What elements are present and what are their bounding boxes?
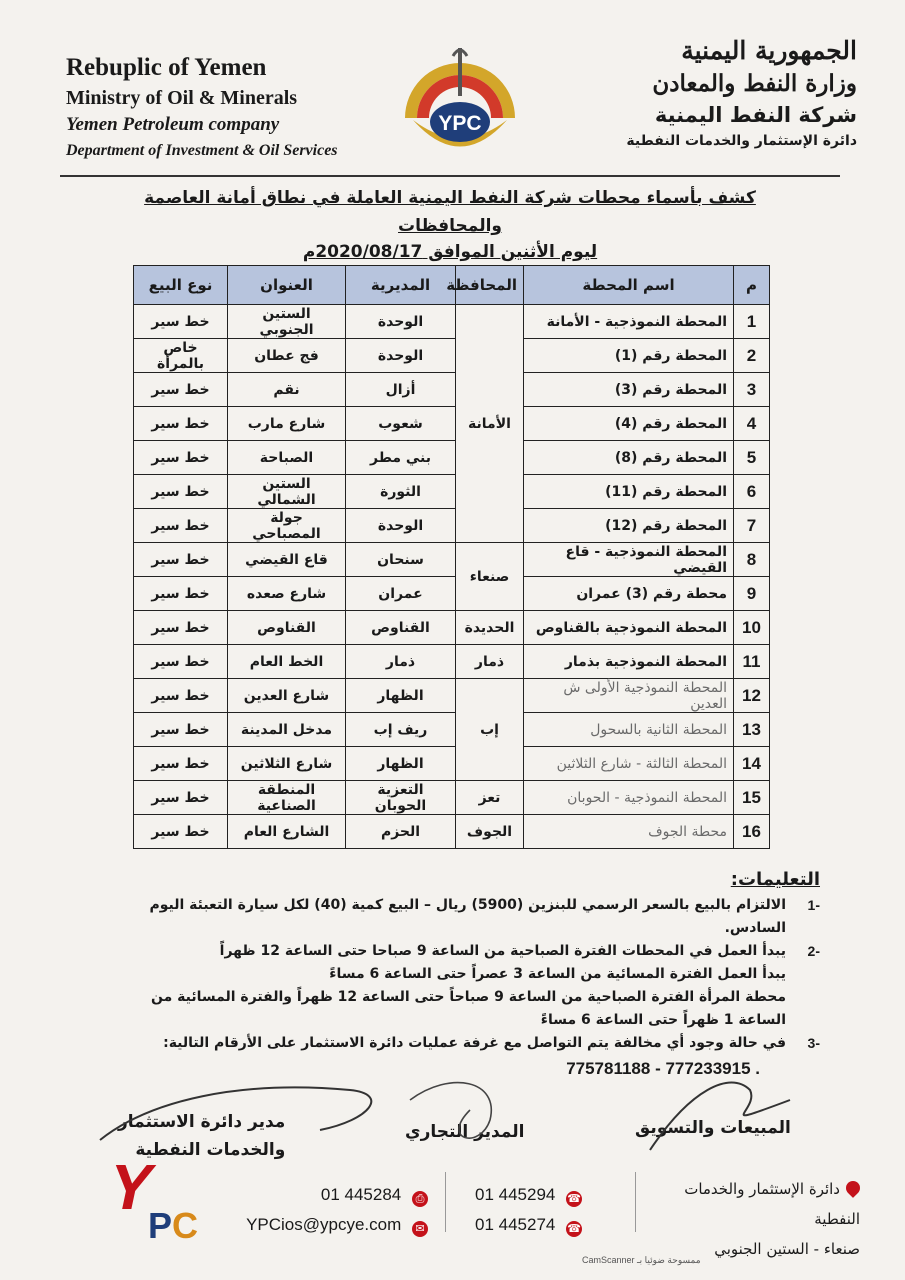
cell-sale-type: خط سير bbox=[134, 611, 228, 645]
address-line1 bbox=[650, 1174, 860, 1234]
cell-address: الصباحة bbox=[228, 441, 346, 475]
cell-district: الوحدة bbox=[346, 509, 456, 543]
location-pin-icon bbox=[843, 1178, 863, 1198]
cell-num: 6 bbox=[734, 475, 770, 509]
cell-sale-type: خط سير bbox=[134, 305, 228, 339]
cell-governorate: الحديدة bbox=[456, 611, 524, 645]
cell-num: 16 bbox=[734, 815, 770, 849]
cell-district: الظهار bbox=[346, 747, 456, 781]
table-row bbox=[134, 611, 770, 645]
cell-station: محطة رقم (3) عمران bbox=[524, 577, 734, 611]
instruction-number: 1- bbox=[807, 897, 820, 913]
cell-governorate: صنعاء bbox=[456, 543, 524, 611]
header-address: العنوان bbox=[228, 266, 346, 305]
fax-icon: ⎙ bbox=[412, 1191, 428, 1207]
cell-address: قاع القيضي bbox=[228, 543, 346, 577]
cell-address: شارع العدين bbox=[228, 679, 346, 713]
cell-district: الوحدة bbox=[346, 305, 456, 339]
cell-station: المحطة الثانية بالسحول bbox=[524, 713, 734, 747]
header-en-line2: Ministry of Oil & Minerals bbox=[66, 87, 298, 109]
cell-station: محطة الجوف bbox=[524, 815, 734, 849]
header-ar-line2: وزارة النفط والمعادن bbox=[652, 70, 857, 97]
footer-fax-email bbox=[238, 1180, 428, 1240]
table-row bbox=[134, 543, 770, 577]
cell-district: الحزم bbox=[346, 815, 456, 849]
cell-address: الشارع العام bbox=[228, 815, 346, 849]
cell-address: شارع صعده bbox=[228, 577, 346, 611]
cell-district: أزال bbox=[346, 373, 456, 407]
cell-sale-type: خط سير bbox=[134, 475, 228, 509]
header-arabic bbox=[597, 34, 857, 152]
cell-sale-type: خط سير bbox=[134, 781, 228, 815]
table-row bbox=[134, 645, 770, 679]
table-row bbox=[134, 747, 770, 781]
header-num: م bbox=[734, 266, 770, 305]
header-governorate: المحافظة bbox=[456, 266, 524, 305]
logo-c: C bbox=[172, 1205, 199, 1246]
cell-num: 10 bbox=[734, 611, 770, 645]
cell-sale-type: خط سير bbox=[134, 577, 228, 611]
address-line2: صنعاء - الستين الجنوبي bbox=[714, 1240, 860, 1258]
cell-address: المنطقة الصناعية bbox=[228, 781, 346, 815]
email-icon: ✉ bbox=[412, 1221, 428, 1237]
cell-address: الخط العام bbox=[228, 645, 346, 679]
cell-address: فج عطان bbox=[228, 339, 346, 373]
signature-title: المدير التجاري bbox=[405, 1122, 525, 1142]
cell-district: الظهار bbox=[346, 679, 456, 713]
instruction-text: الالتزام بالبيع بالسعر الرسمي للبنزين (5900) ريال – البيع كمية (40) لكل سيارة التعبئة اليوم السادس. bbox=[149, 897, 786, 936]
instructions-heading: التعليمات: bbox=[730, 869, 820, 890]
header-english bbox=[66, 52, 366, 164]
stations-table-wrapper bbox=[133, 265, 769, 849]
instruction-subline: يبدأ العمل الفترة المسائية من الساعة 3 عصراً حتى الساعة 6 مساءً bbox=[329, 966, 786, 982]
cell-address: شارع الثلاثين bbox=[228, 747, 346, 781]
header-station: اسم المحطة bbox=[524, 266, 734, 305]
cell-governorate: ذمار bbox=[456, 645, 524, 679]
cell-district: القناوص bbox=[346, 611, 456, 645]
instruction-text: يبدأ العمل في المحطات الفترة الصباحية من الساعة 9 صباحا حتى الساعة 12 ظهراً bbox=[219, 943, 786, 959]
header-sale-type: نوع البيع bbox=[134, 266, 228, 305]
cell-num: 9 bbox=[734, 577, 770, 611]
cell-sale-type: خط سير bbox=[134, 815, 228, 849]
phone-icon: ☎ bbox=[567, 1223, 581, 1235]
cell-num: 12 bbox=[734, 679, 770, 713]
table-row bbox=[134, 781, 770, 815]
cell-governorate: الأمانة bbox=[456, 305, 524, 543]
table-row bbox=[134, 407, 770, 441]
cell-sale-type: خط سير bbox=[134, 441, 228, 475]
instructions-section bbox=[100, 866, 820, 1083]
header-ar-line4: دائرة الإستثمار والخدمات النفطية bbox=[626, 133, 857, 149]
table-row bbox=[134, 475, 770, 509]
cell-station: المحطة رقم (11) bbox=[524, 475, 734, 509]
instruction-item bbox=[100, 1032, 820, 1055]
signature-title-line2: والخدمات النفطية bbox=[135, 1140, 286, 1160]
cell-district: سنحان bbox=[346, 543, 456, 577]
cell-sale-type: خط سير bbox=[134, 373, 228, 407]
cell-sale-type: خط سير bbox=[134, 509, 228, 543]
cell-district: ذمار bbox=[346, 645, 456, 679]
cell-station: المحطة النموذجية الأولى ش العدين bbox=[524, 679, 734, 713]
cell-sale-type: خاص بالمرأة bbox=[134, 339, 228, 373]
instruction-number: 2- bbox=[807, 943, 820, 959]
footer-phone bbox=[475, 1180, 635, 1210]
cell-station: المحطة النموذجية - الحوبان bbox=[524, 781, 734, 815]
cell-district: الثورة bbox=[346, 475, 456, 509]
document-title bbox=[120, 184, 780, 264]
footer-phones bbox=[475, 1180, 635, 1240]
footer-divider bbox=[635, 1172, 636, 1232]
cell-district: التعزية الحوبان bbox=[346, 781, 456, 815]
cell-governorate: الجوف bbox=[456, 815, 524, 849]
cell-num: 13 bbox=[734, 713, 770, 747]
cell-sale-type: خط سير bbox=[134, 407, 228, 441]
cell-num: 2 bbox=[734, 339, 770, 373]
title-line2: ليوم الأثنين الموافق 2020/08/17م bbox=[302, 242, 598, 262]
cell-address: الستين الجنوبي bbox=[228, 305, 346, 339]
cell-address: الستين الشمالي bbox=[228, 475, 346, 509]
signature-title: المبيعات والتسويق bbox=[635, 1118, 791, 1138]
header-ar-line1: الجمهورية اليمنية bbox=[681, 36, 857, 65]
cell-sale-type: خط سير bbox=[134, 747, 228, 781]
cell-station: المحطة النموذجية بالقناوص bbox=[524, 611, 734, 645]
handwritten-signatures bbox=[90, 1060, 810, 1170]
cell-station: المحطة النموذجية - قاع القيضي bbox=[524, 543, 734, 577]
scanner-watermark: CamScanner ممسوحة ضوئيا بـ bbox=[582, 1255, 701, 1265]
cell-district: ريف إب bbox=[346, 713, 456, 747]
cell-station: المحطة النموذجية - الأمانة bbox=[524, 305, 734, 339]
table-row bbox=[134, 577, 770, 611]
header-en-line3: Yemen Petroleum company bbox=[66, 114, 280, 135]
cell-station: المحطة رقم (3) bbox=[524, 373, 734, 407]
logo-y: Y bbox=[102, 1151, 161, 1223]
email-address[interactable]: YPCios@ypcye.com bbox=[246, 1215, 402, 1234]
footer-email[interactable] bbox=[238, 1210, 428, 1240]
cell-station: المحطة الثالثة - شارع الثلاثين bbox=[524, 747, 734, 781]
cell-address: جولة المصباحي bbox=[228, 509, 346, 543]
fax-number: 01 445284 bbox=[320, 1185, 402, 1204]
header-en-line1: Rebuplic of Yemen bbox=[66, 54, 267, 81]
table-row bbox=[134, 509, 770, 543]
cell-num: 8 bbox=[734, 543, 770, 577]
cell-sale-type: خط سير bbox=[134, 679, 228, 713]
footer-fax bbox=[238, 1180, 428, 1210]
footer-divider bbox=[445, 1172, 446, 1232]
phone-icon: ☎ bbox=[567, 1193, 581, 1205]
signature-title-line1: مدير دائرة الاستثمار bbox=[118, 1112, 286, 1132]
cell-station: المحطة النموذجية بذمار bbox=[524, 645, 734, 679]
cell-station: المحطة رقم (8) bbox=[524, 441, 734, 475]
stations-table bbox=[133, 265, 770, 849]
ypc-logo bbox=[385, 38, 535, 168]
table-row bbox=[134, 339, 770, 373]
cell-address: شارع مارب bbox=[228, 407, 346, 441]
cell-sale-type: خط سير bbox=[134, 645, 228, 679]
cell-num: 7 bbox=[734, 509, 770, 543]
phone-number: 01 445294 bbox=[475, 1185, 556, 1204]
instruction-item bbox=[100, 894, 820, 940]
cell-station: المحطة رقم (4) bbox=[524, 407, 734, 441]
logo-pc bbox=[148, 1205, 198, 1247]
table-row bbox=[134, 815, 770, 849]
cell-num: 14 bbox=[734, 747, 770, 781]
cell-district: شعوب bbox=[346, 407, 456, 441]
instruction-item bbox=[100, 940, 820, 963]
footer bbox=[60, 1151, 880, 1258]
cell-sale-type: خط سير bbox=[134, 543, 228, 577]
cell-district: بني مطر bbox=[346, 441, 456, 475]
table-row bbox=[134, 713, 770, 747]
footer-ypc-logo bbox=[80, 1151, 200, 1246]
footer-address bbox=[650, 1174, 860, 1264]
footer-phone bbox=[475, 1210, 635, 1240]
address-text: دائرة الإستثمار والخدمات النفطية bbox=[684, 1180, 860, 1228]
instruction-text: في حالة وجود أي مخالفة يتم التواصل مع غرفة عمليات دائرة الاستثمار على الأرقام التالية: bbox=[163, 1035, 786, 1051]
table-row bbox=[134, 305, 770, 339]
cell-station: المحطة رقم (1) bbox=[524, 339, 734, 373]
cell-district: الوحدة bbox=[346, 339, 456, 373]
cell-sale-type: خط سير bbox=[134, 713, 228, 747]
header-en-line4: Department of Investment & Oil Services bbox=[66, 142, 338, 159]
table-row bbox=[134, 373, 770, 407]
cell-num: 15 bbox=[734, 781, 770, 815]
cell-num: 4 bbox=[734, 407, 770, 441]
title-line1: كشف بأسماء محطات شركة النفط اليمنية العاملة في نطاق أمانة العاصمة والمحافظات bbox=[144, 188, 756, 236]
cell-district: عمران bbox=[346, 577, 456, 611]
table-row bbox=[134, 679, 770, 713]
table-header-row bbox=[134, 266, 770, 305]
cell-num: 1 bbox=[734, 305, 770, 339]
header-district: المديرية bbox=[346, 266, 456, 305]
cell-governorate: إب bbox=[456, 679, 524, 781]
instruction-number: 3- bbox=[807, 1035, 820, 1051]
table-row bbox=[134, 441, 770, 475]
contact-phones: 775781188 - 777233915 . bbox=[566, 1059, 760, 1078]
cell-address: القناوص bbox=[228, 611, 346, 645]
header-divider bbox=[60, 175, 840, 177]
cell-num: 11 bbox=[734, 645, 770, 679]
header-ar-line3: شركة النفط اليمنية bbox=[654, 103, 857, 127]
logo-p: P bbox=[148, 1205, 173, 1246]
instruction-subline: محطة المرأة الفترة الصباحية من الساعة 9 صباحاً حتى الساعة 12 ظهراً والفترة المسائية من الساعة 1 ظهراً حتى الساعة 6 مساءً bbox=[151, 989, 786, 1028]
cell-address: نقم bbox=[228, 373, 346, 407]
cell-station: المحطة رقم (12) bbox=[524, 509, 734, 543]
phone-number: 01 445274 bbox=[475, 1215, 556, 1234]
cell-governorate: تعز bbox=[456, 781, 524, 815]
cell-address: مدخل المدينة bbox=[228, 713, 346, 747]
cell-num: 3 bbox=[734, 373, 770, 407]
logo-text: YPC bbox=[438, 112, 482, 135]
cell-num: 5 bbox=[734, 441, 770, 475]
